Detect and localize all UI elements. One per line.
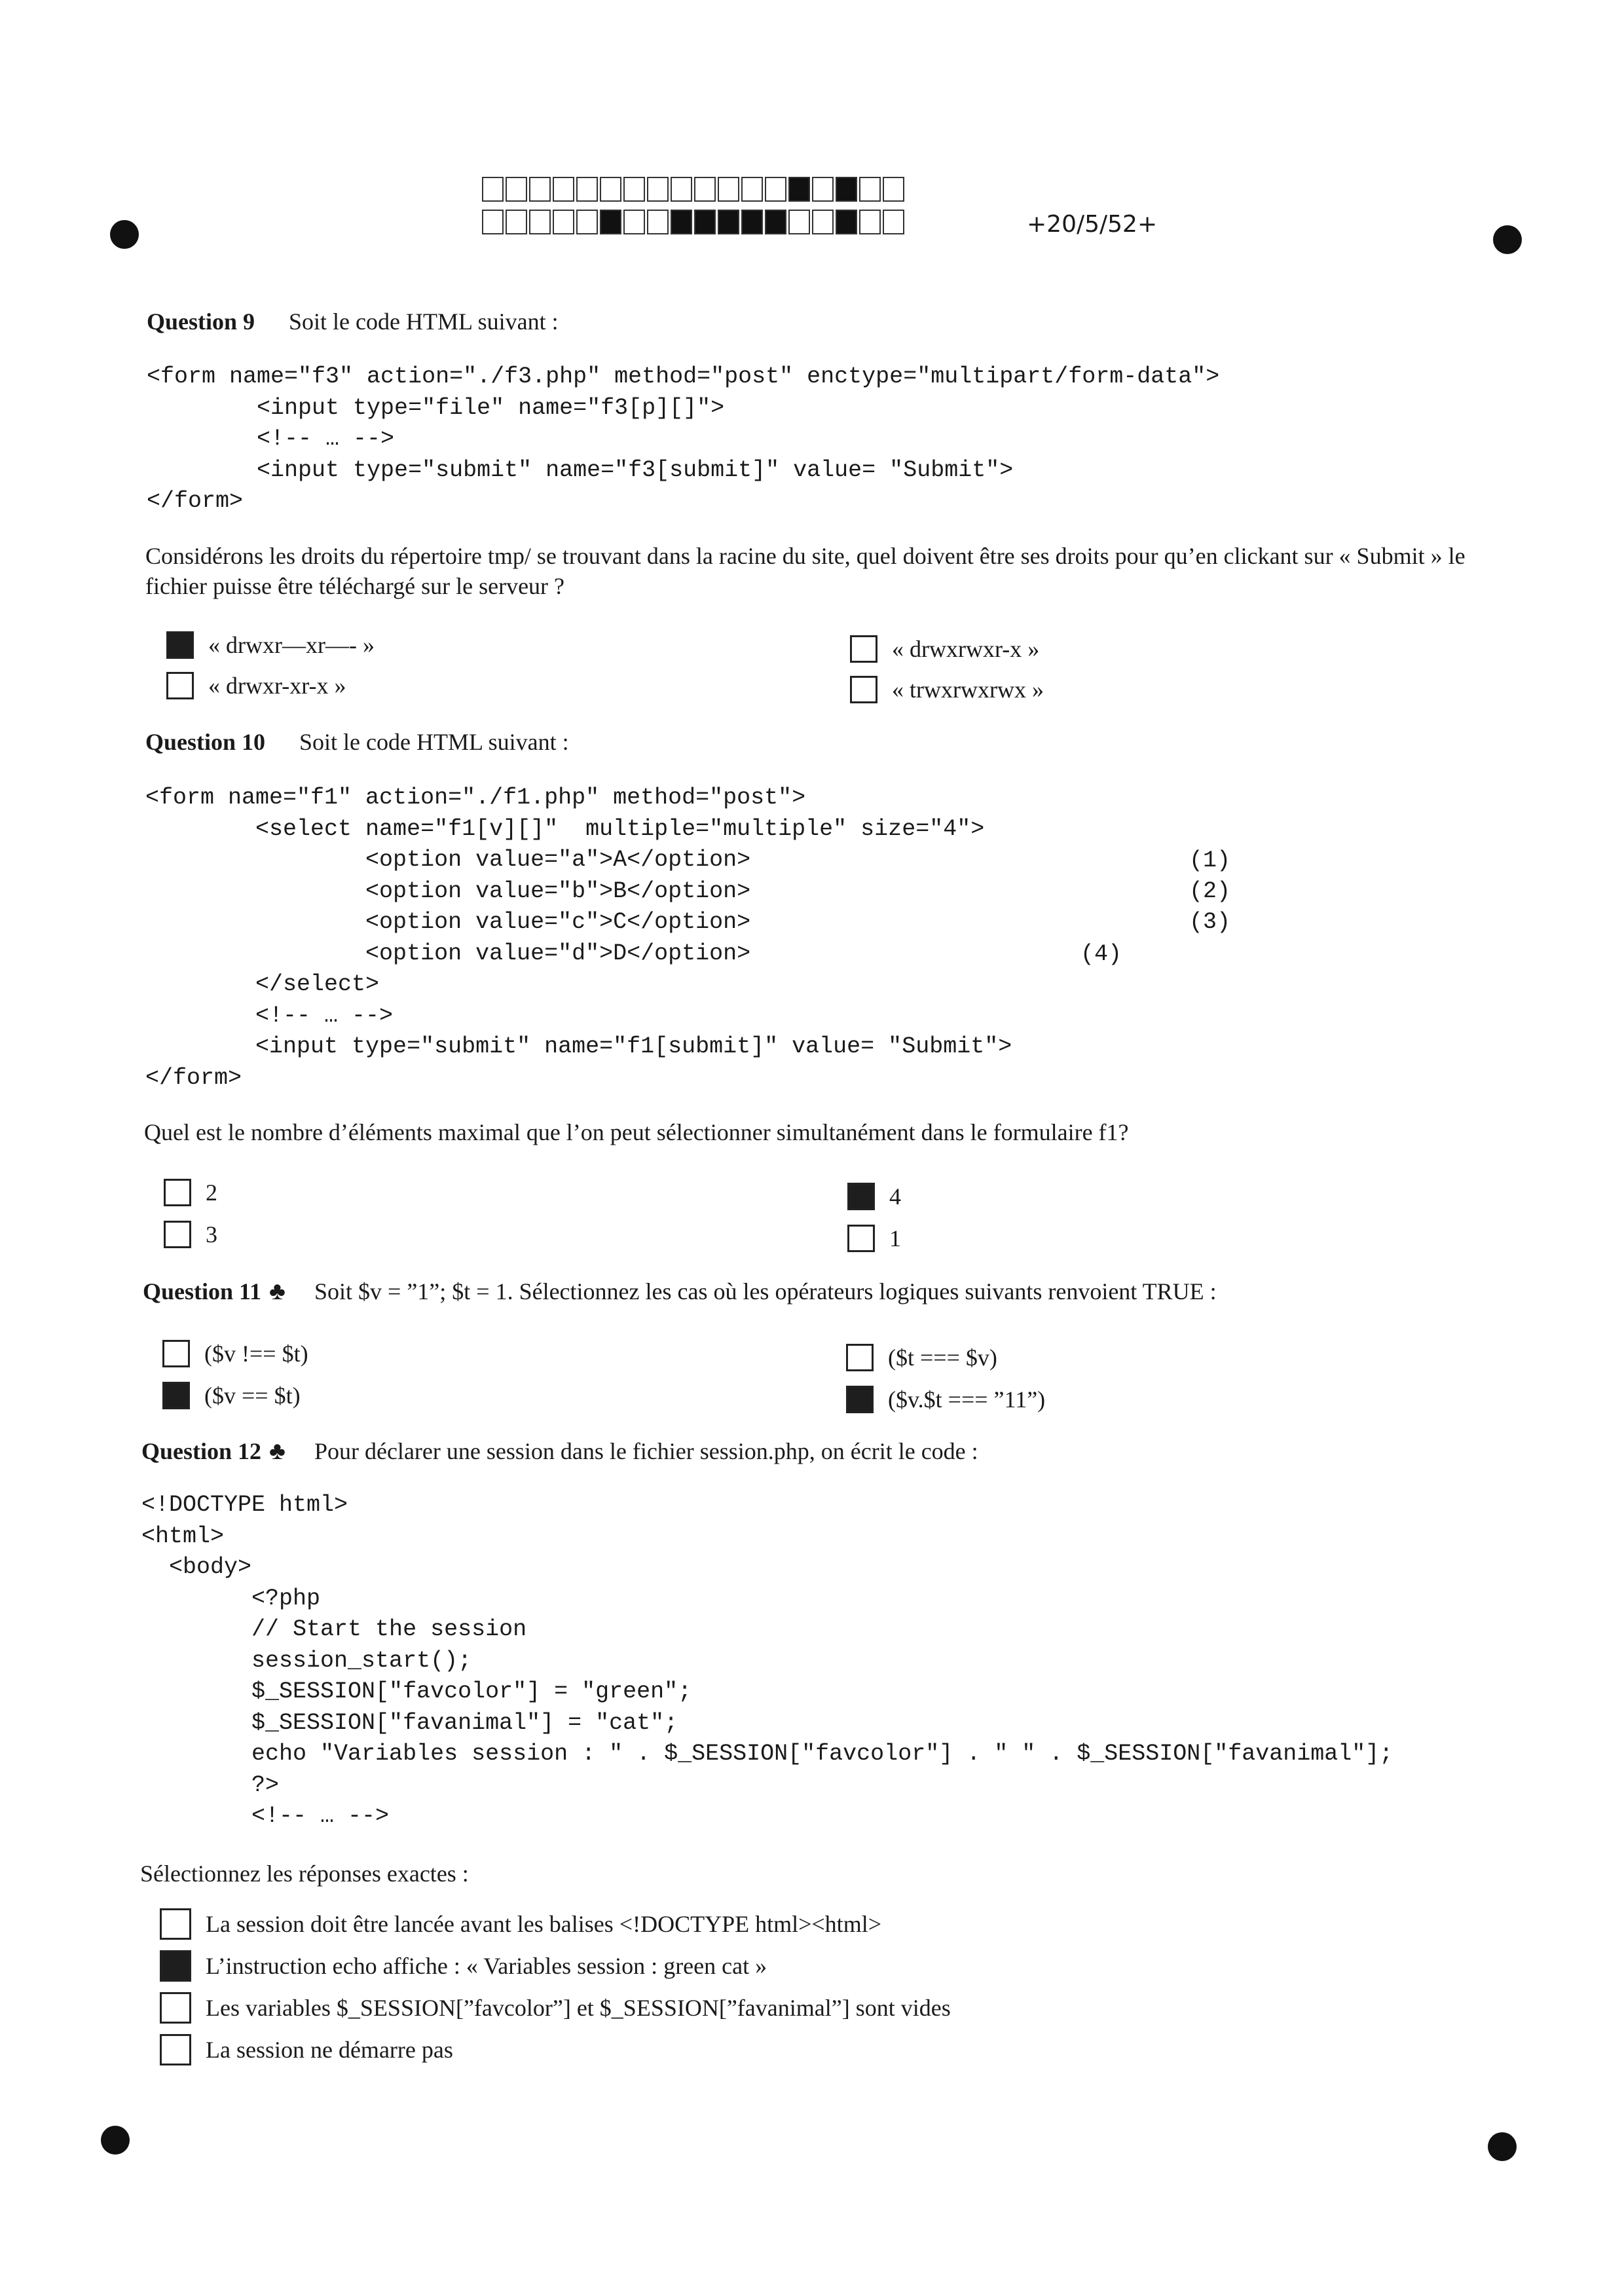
q11-option-4[interactable]: [846, 1386, 1045, 1413]
option-label: « drwxr-xr-x »: [208, 673, 346, 699]
q11-option-3[interactable]: [846, 1344, 997, 1371]
option-label: ($t === $v): [888, 1344, 997, 1371]
checkbox[interactable]: [847, 1225, 875, 1252]
header-code-row-2: [482, 210, 906, 234]
question-intro: Soit $v = ”1”; $t = 1. Sélectionnez les cas où les opérateurs logiques suivants renvoient TRUE :: [314, 1278, 1217, 1305]
checkbox[interactable]: [162, 1340, 190, 1367]
q10-option-4[interactable]: [847, 1225, 901, 1252]
q10-option-1[interactable]: [164, 1179, 217, 1206]
checkbox[interactable]: [160, 1908, 191, 1940]
option-label: 3: [206, 1221, 217, 1248]
option-label: ($v == $t): [204, 1382, 301, 1409]
option-label: ($v.$t === ”11”): [888, 1386, 1046, 1413]
checkbox[interactable]: [160, 1992, 191, 2024]
code-marker-1: (1): [1189, 847, 1231, 874]
code-marker-4: (4): [1080, 941, 1122, 967]
q10-option-2[interactable]: [164, 1221, 217, 1248]
q12-option-4[interactable]: [160, 2034, 453, 2065]
option-label: La session doit être lancée avant les balises <!DOCTYPE html><html>: [206, 1911, 881, 1937]
question-label: Question 9: [147, 308, 255, 335]
question-10-text: Quel est le nombre d’éléments maximal que l’on peut sélectionner simultanément dans le formulaire f1?: [144, 1119, 1129, 1145]
question-10-header: [145, 728, 569, 756]
checkbox[interactable]: [160, 1950, 191, 1982]
option-label: « trwxrwxrwx »: [892, 676, 1044, 703]
q9-option-1[interactable]: [166, 631, 375, 659]
question-9-code: <form name="f3" action="./f3.php" method="post" enctype="multipart/form-data"> <input type="file" name="f3[p][]"> <!-- … --> <input type="submit" name="f3[submit]" value= "Submit"> </form>: [147, 363, 1220, 514]
option-label: 2: [206, 1179, 217, 1206]
checkbox[interactable]: [166, 631, 194, 659]
question-12-text: Sélectionnez les réponses exactes :: [140, 1861, 469, 1887]
option-label: Les variables $_SESSION[”favcolor”] et $_SESSION[”favanimal”] sont vides: [206, 1995, 951, 2021]
code-marker-2: (2): [1189, 878, 1231, 904]
page-id: +20/5/52+: [1027, 211, 1158, 238]
option-label: La session ne démarre pas: [206, 2037, 453, 2063]
corner-mark-bottom-right: [1488, 2132, 1517, 2161]
question-intro: Soit le code HTML suivant :: [289, 308, 559, 335]
question-9-header: [147, 308, 559, 335]
q11-option-2[interactable]: [162, 1382, 301, 1409]
question-12-header: [141, 1437, 978, 1466]
question-label: Question 10: [145, 729, 266, 755]
corner-mark-top-right: [1493, 225, 1522, 254]
question-label: Question 11: [143, 1278, 262, 1305]
checkbox[interactable]: [160, 2034, 191, 2065]
question-label: Question 12: [141, 1438, 262, 1464]
option-label: 4: [889, 1183, 901, 1210]
corner-mark-top-left: [110, 220, 139, 249]
q9-option-4[interactable]: [850, 676, 1044, 703]
checkbox[interactable]: [850, 635, 877, 663]
option-label: L’instruction echo affiche : « Variables session : green cat »: [206, 1953, 767, 1979]
checkbox[interactable]: [162, 1382, 190, 1409]
option-label: « drwxr—xr—- »: [208, 632, 375, 658]
checkbox[interactable]: [164, 1221, 191, 1248]
question-10-code: <form name="f1" action="./f1.php" method="post"> <select name="f1[v][]" multiple="multiple" size="4"> <option value="a">A</option> <option value="b">B</option> <option value="c">C</option> <option value="d">D</option> </select> <!-- … --> <input type="submit" name="f1[submit]" value= "Submit"> </form>: [145, 785, 1012, 1091]
checkbox[interactable]: [847, 1183, 875, 1210]
question-9-text: Considérons les droits du répertoire tmp/ se trouvant dans la racine du site, quel doivent être ses droits pour qu’en clickant sur « Submit » le fichier puisse être téléchargé sur le serveur ?: [145, 543, 1466, 599]
question-intro: Pour déclarer une session dans le fichier session.php, on écrit le code :: [314, 1438, 978, 1464]
q12-option-2[interactable]: [160, 1950, 767, 1982]
header-code-row-1: [482, 177, 906, 202]
checkbox[interactable]: [846, 1344, 874, 1371]
checkbox[interactable]: [166, 672, 194, 699]
option-label: ($v !== $t): [204, 1341, 308, 1367]
q9-option-3[interactable]: [850, 635, 1039, 663]
checkbox[interactable]: [846, 1386, 874, 1413]
checkbox[interactable]: [164, 1179, 191, 1206]
question-intro: Soit le code HTML suivant :: [299, 729, 569, 755]
q9-option-2[interactable]: [166, 672, 346, 699]
code-marker-3: (3): [1189, 909, 1231, 935]
q11-option-1[interactable]: [162, 1340, 308, 1367]
checkbox[interactable]: [850, 676, 877, 703]
corner-mark-bottom-left: [101, 2126, 130, 2155]
q12-option-3[interactable]: [160, 1992, 951, 2024]
question-11-header: [143, 1277, 1217, 1306]
question-12-code: <!DOCTYPE html> <html> <body> <?php // Start the session session_start(); $_SESSION["favcolor"] = "green"; $_SESSION["favanimal"] = "cat"; echo "Variables session : " . $_SESSION["favcolor"] . " " . $_SESSION["favanimal"]; ?> <!-- … -->: [141, 1492, 1393, 1829]
option-label: 1: [889, 1225, 901, 1251]
q10-option-3[interactable]: [847, 1183, 901, 1210]
club-icon: ♣: [269, 1278, 286, 1305]
q12-option-1[interactable]: [160, 1908, 881, 1940]
option-label: « drwxrwxr-x »: [892, 636, 1040, 662]
club-icon: ♣: [269, 1437, 286, 1465]
